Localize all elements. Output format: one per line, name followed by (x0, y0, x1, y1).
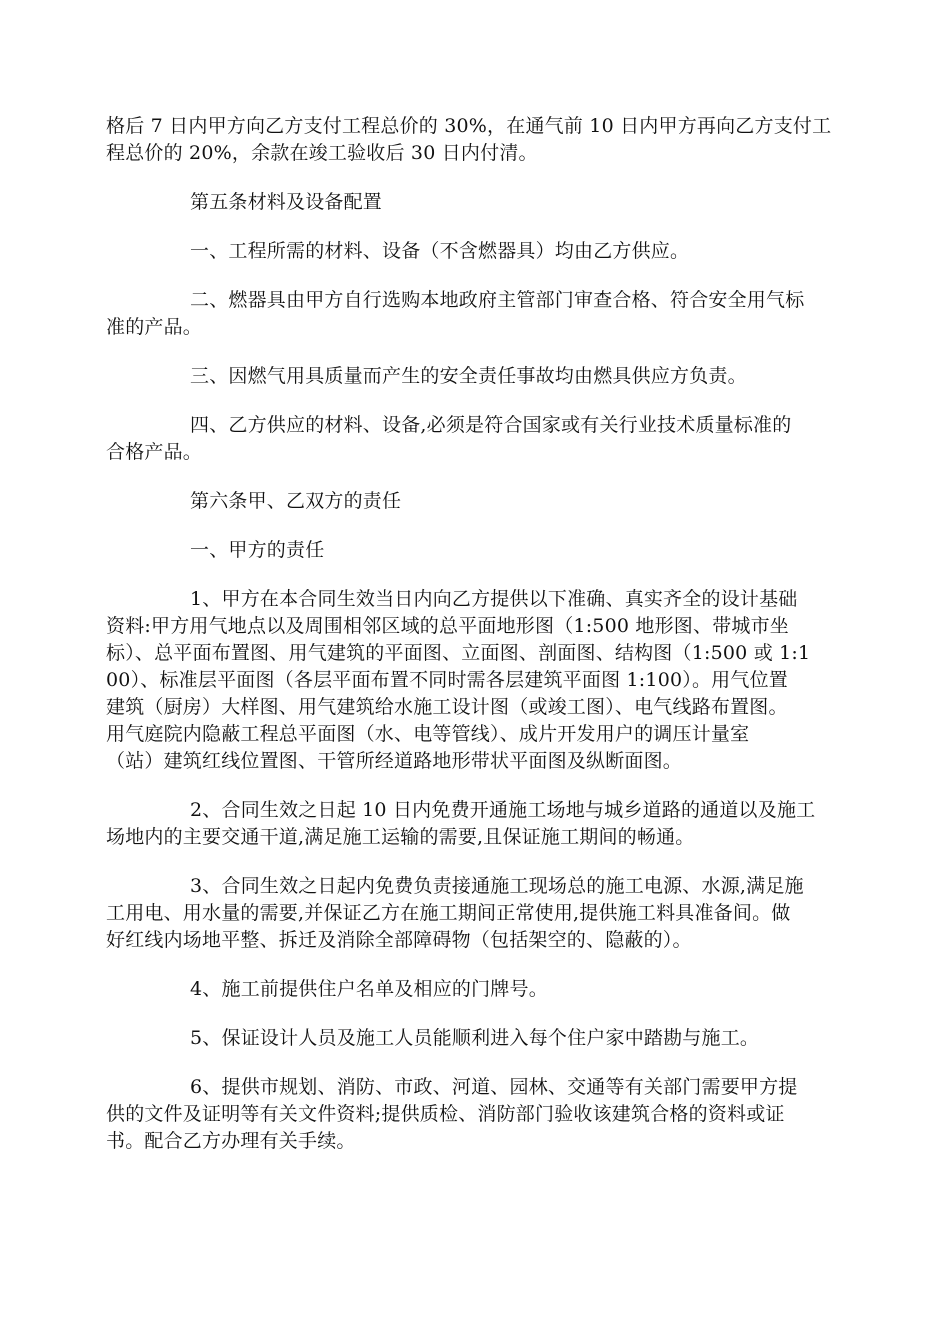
paragraph-line: 资料:甲方用气地点以及周围相邻区域的总平面地形图（1:500 地形图、带城市坐 (106, 615, 789, 637)
paragraph-line: 好红线内场地平整、拆迁及消除全部障碍物（包括架空的、隐蔽的）。 (106, 929, 692, 951)
paragraph-line: 2、合同生效之日起 10 日内免费开通施工场地与城乡道路的通道以及施工 (190, 799, 816, 821)
document-page (106, 113, 846, 1177)
paragraph (106, 1074, 846, 1155)
paragraph-line: 5、保证设计人员及施工人员能顺利进入每个住户家中踏勘与施工。 (190, 1027, 760, 1049)
paragraph (106, 113, 846, 167)
paragraph-line: 场地内的主要交通干道,满足施工运输的需要,且保证施工期间的畅通。 (106, 826, 695, 848)
paragraph-line: 一、工程所需的材料、设备（不含燃器具）均由乙方供应。 (190, 240, 690, 262)
paragraph-line: 程总价的 20%，余款在竣工验收后 30 日内付清。 (106, 142, 538, 164)
paragraph (106, 873, 846, 954)
paragraph-line: 第五条材料及设备配置 (190, 191, 383, 213)
paragraph (106, 189, 846, 216)
paragraph-line: 一、甲方的责任 (190, 539, 325, 561)
paragraph-line: 格后 7 日内甲方向乙方支付工程总价的 30%，在通气前 10 日内甲方再向乙方支付工 (106, 115, 832, 137)
paragraph-line: 用气庭院内隐蔽工程总平面图（水、电等管线）、成片开发用户的调压计量室 (106, 723, 750, 745)
paragraph-line: 4、施工前提供住户名单及相应的门牌号。 (190, 978, 548, 1000)
paragraph-line: 四、乙方供应的材料、设备,必须是符合国家或有关行业技术质量标准的 (190, 414, 792, 436)
paragraph-line: 三、因燃气用具质量而产生的安全责任事故均由燃具供应方负责。 (190, 365, 747, 387)
paragraph (106, 797, 846, 851)
paragraph (106, 976, 846, 1003)
paragraph (106, 586, 846, 775)
paragraph-line: 6、提供市规划、消防、市政、河道、园林、交通等有关部门需要甲方提 (190, 1076, 798, 1098)
paragraph-line: 00）、标准层平面图（各层平面布置不同时需各层建筑平面图 1:100）。用气位置 (106, 669, 788, 691)
paragraph-line: 供的文件及证明等有关文件资料;提供质检、消防部门验收该建筑合格的资料或证 (106, 1103, 785, 1125)
paragraph (106, 238, 846, 265)
paragraph-line: 3、合同生效之日起内免费负责接通施工现场总的施工电源、水源,满足施 (190, 875, 804, 897)
paragraph-line: 工用电、用水量的需要,并保证乙方在施工期间正常使用,提供施工料具准备间。做 (106, 902, 791, 924)
paragraph-line: （站）建筑红线位置图、干管所经道路地形带状平面图及纵断面图。 (106, 750, 683, 772)
paragraph (106, 1025, 846, 1052)
paragraph-line: 书。配合乙方办理有关手续。 (106, 1130, 356, 1152)
paragraph-line: 第六条甲、乙双方的责任 (190, 490, 402, 512)
paragraph-line: 建筑（厨房）大样图、用气建筑给水施工设计图（或竣工图）、电气线路布置图。 (106, 696, 788, 718)
paragraph (106, 363, 846, 390)
paragraph-line: 标）、总平面布置图、用气建筑的平面图、立面图、剖面图、结构图（1:500 或 1:1 (106, 642, 811, 664)
paragraph (106, 412, 846, 466)
paragraph-line: 准的产品。 (106, 316, 203, 338)
paragraph-line: 1、甲方在本合同生效当日内向乙方提供以下准确、真实齐全的设计基础 (190, 588, 798, 610)
paragraph-line: 二、燃器具由甲方自行选购本地政府主管部门审查合格、符合安全用气标 (190, 289, 805, 311)
paragraph (106, 488, 846, 515)
paragraph (106, 287, 846, 341)
paragraph-line: 合格产品。 (106, 441, 203, 463)
paragraph (106, 537, 846, 564)
